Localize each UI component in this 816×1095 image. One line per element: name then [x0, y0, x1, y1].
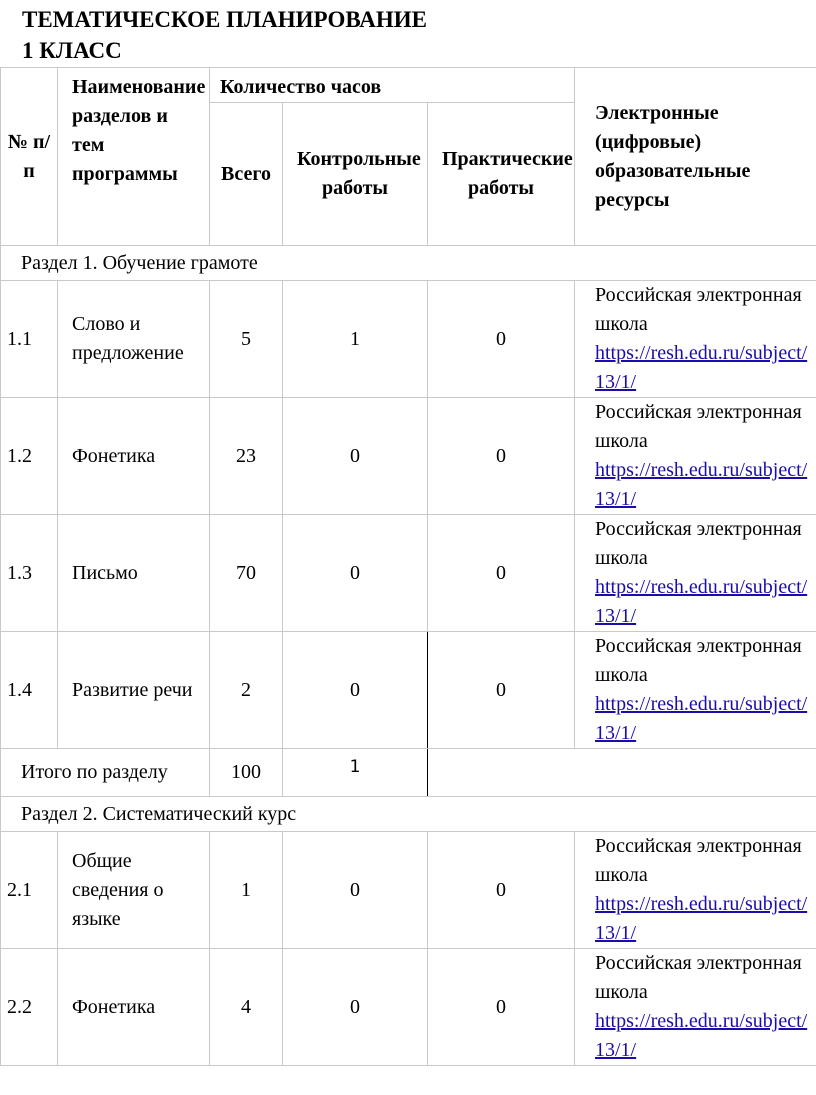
title-line-1: ТЕМАТИЧЕСКОЕ ПЛАНИРОВАНИЕ [22, 7, 427, 32]
row-resources [575, 949, 816, 1066]
table-row [1, 832, 816, 949]
resource-name: Российская электронная школа [595, 401, 802, 452]
title-line-2: 1 КЛАСС [22, 38, 122, 63]
table-row [1, 949, 816, 1066]
subtotal-label: Итого по разделу [1, 749, 210, 797]
thematic-plan-table [0, 67, 816, 1066]
subtotal-empty [428, 749, 816, 797]
row-num: 1.2 [1, 398, 58, 515]
row-num: 1.3 [1, 515, 58, 632]
section-title: Раздел 2. Систематический курс [1, 797, 816, 832]
row-control: 1 [283, 281, 428, 398]
header-num: № п/п [1, 68, 58, 246]
header-practical: Практические работы [428, 103, 575, 246]
header-control: Контрольные работы [283, 103, 428, 246]
resource-link[interactable]: https://resh.edu.ru/subject/13/1/ [595, 1010, 808, 1061]
row-control: 0 [283, 949, 428, 1066]
resource-name: Российская электронная школа [595, 952, 802, 1003]
row-control: 0 [283, 398, 428, 515]
resource-name: Российская электронная школа [595, 284, 802, 335]
subtotal-row [1, 749, 816, 797]
row-practical: 0 [428, 832, 575, 949]
page-title [22, 4, 427, 66]
row-name: Фонетика [58, 398, 210, 515]
row-control: 0 [283, 515, 428, 632]
row-total: 70 [210, 515, 283, 632]
table-row [1, 398, 816, 515]
row-name: Развитие речи [58, 632, 210, 749]
row-practical: 0 [428, 281, 575, 398]
header-hours: Количество часов [210, 68, 575, 103]
resource-name: Российская электронная школа [595, 635, 802, 686]
resource-name: Российская электронная школа [595, 518, 802, 569]
row-total: 5 [210, 281, 283, 398]
header-name: Наименование разделов и тем программы [58, 68, 210, 246]
header-resources: Электронные (цифровые) образовательные ресурсы [575, 68, 816, 246]
section-row [1, 246, 816, 281]
row-num: 2.2 [1, 949, 58, 1066]
section-row [1, 797, 816, 832]
resource-link[interactable]: https://resh.edu.ru/subject/13/1/ [595, 342, 808, 393]
row-resources [575, 832, 816, 949]
subtotal-control: 1 [283, 749, 428, 797]
row-practical: 0 [428, 632, 575, 749]
row-control: 0 [283, 632, 428, 749]
row-total: 4 [210, 949, 283, 1066]
row-resources [575, 515, 816, 632]
resource-link[interactable]: https://resh.edu.ru/subject/13/1/ [595, 576, 808, 627]
table-row [1, 632, 816, 749]
row-practical: 0 [428, 515, 575, 632]
row-practical: 0 [428, 949, 575, 1066]
row-practical: 0 [428, 398, 575, 515]
row-num: 2.1 [1, 832, 58, 949]
row-total: 23 [210, 398, 283, 515]
resource-link[interactable]: https://resh.edu.ru/subject/13/1/ [595, 893, 808, 944]
row-num: 1.1 [1, 281, 58, 398]
subtotal-hours: 100 [210, 749, 283, 797]
row-control: 0 [283, 832, 428, 949]
row-total: 1 [210, 832, 283, 949]
row-resources [575, 398, 816, 515]
table-row [1, 515, 816, 632]
header-total: Всего [210, 103, 283, 246]
row-name: Общие сведения о языке [58, 832, 210, 949]
row-total: 2 [210, 632, 283, 749]
table-row [1, 281, 816, 398]
resource-link[interactable]: https://resh.edu.ru/subject/13/1/ [595, 693, 808, 744]
row-resources [575, 281, 816, 398]
row-name: Слово и предложение [58, 281, 210, 398]
row-name: Фонетика [58, 949, 210, 1066]
section-title: Раздел 1. Обучение грамоте [1, 246, 816, 281]
row-name: Письмо [58, 515, 210, 632]
row-resources [575, 632, 816, 749]
resource-name: Российская электронная школа [595, 835, 802, 886]
resource-link[interactable]: https://resh.edu.ru/subject/13/1/ [595, 459, 808, 510]
header-row-1 [1, 68, 816, 103]
row-num: 1.4 [1, 632, 58, 749]
